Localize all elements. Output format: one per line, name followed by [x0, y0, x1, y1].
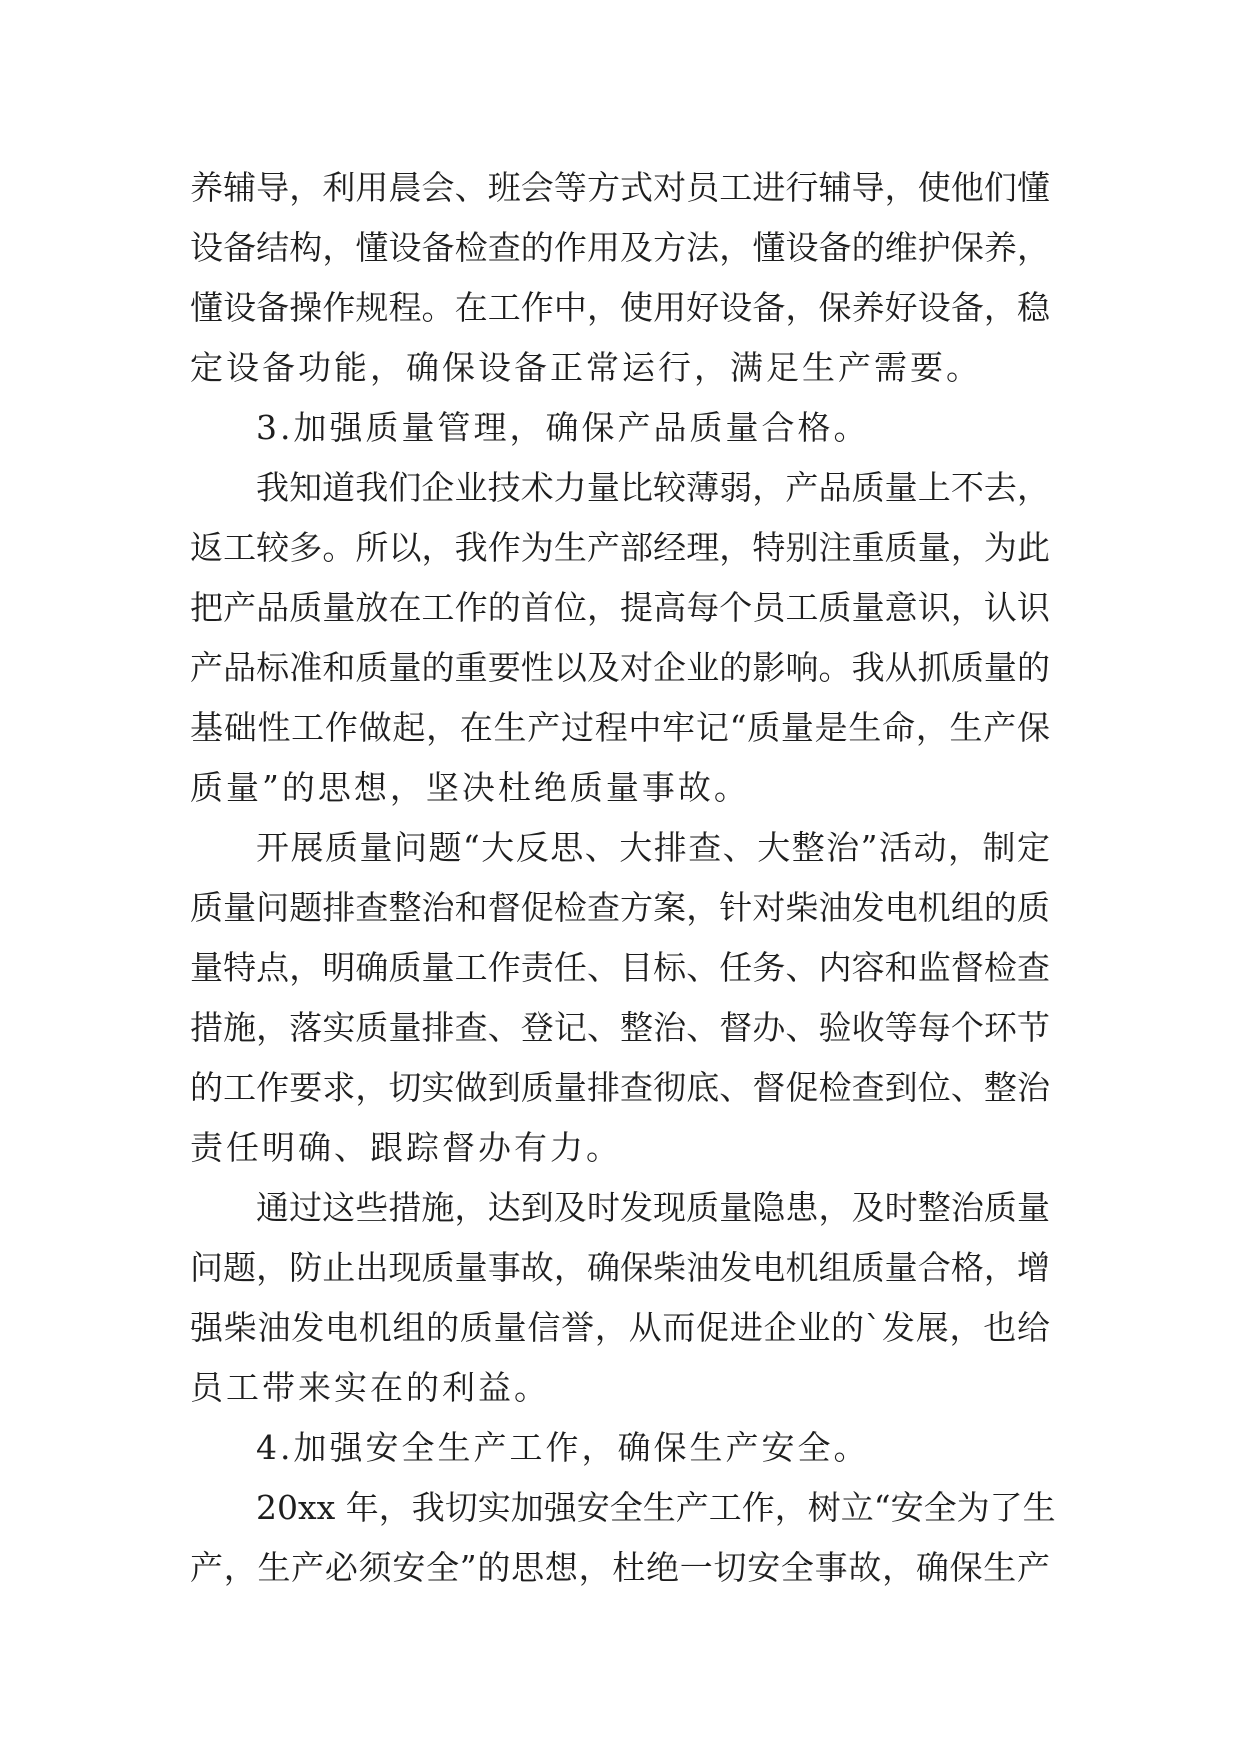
text-line: 返工较多。所以，我作为生产部经理，特别注重质量，为此	[190, 528, 1050, 567]
text-line: 量特点，明确质量工作责任、目标、任务、内容和监督检查	[190, 948, 1050, 987]
text-line: 把产品质量放在工作的首位，提高每个员工质量意识，认识	[190, 588, 1050, 627]
text-line: 的工作要求，切实做到质量排查彻底、督促检查到位、整治	[190, 1068, 1050, 1107]
text-line: 基础性工作做起，在生产过程中牢记“质量是生命，生产保	[190, 708, 1050, 747]
text-line: 质量问题排查整治和督促检查方案，针对柴油发电机组的质	[190, 888, 1050, 927]
text-line: 产，生产必须安全”的思想，杜绝一切安全事故，确保生产	[190, 1548, 1050, 1587]
text-line: 问题，防止出现质量事故，确保柴油发电机组质量合格，增	[190, 1248, 1050, 1287]
text-line: 设备结构，懂设备检查的作用及方法，懂设备的维护保养，	[190, 228, 1050, 267]
text-line: 开展质量问题“大反思、大排查、大整治”活动，制定	[256, 828, 1050, 867]
text-line: 养辅导，利用晨会、班会等方式对员工进行辅导，使他们懂	[190, 168, 1050, 207]
text-line: 员工带来实在的利益。	[190, 1368, 550, 1407]
text-line: 强柴油发电机组的质量信誉，从而促进企业的`发展，也给	[190, 1308, 1050, 1347]
text-line: 措施，落实质量排查、登记、整治、督办、验收等每个环节	[190, 1008, 1050, 1047]
text-line: 3.加强质量管理，确保产品质量合格。	[256, 408, 870, 447]
text-line: 通过这些措施，达到及时发现质量隐患，及时整治质量	[256, 1188, 1050, 1227]
text-line: 产品标准和质量的重要性以及对企业的影响。我从抓质量的	[190, 648, 1050, 687]
text-line: 20xx 年，我切实加强安全生产工作，树立“安全为了生	[256, 1488, 1056, 1527]
text-line: 质量”的思想，坚决杜绝质量事故。	[190, 768, 750, 807]
text-line: 责任明确、跟踪督办有力。	[190, 1128, 622, 1167]
body-text	[190, 158, 1056, 1598]
text-line: 我知道我们企业技术力量比较薄弱，产品质量上不去，	[256, 468, 1050, 507]
text-line: 懂设备操作规程。在工作中，使用好设备，保养好设备，稳	[190, 288, 1050, 327]
text-line: 定设备功能，确保设备正常运行，满足生产需要。	[190, 348, 982, 387]
text-line: 4.加强安全生产工作，确保生产安全。	[256, 1428, 870, 1467]
